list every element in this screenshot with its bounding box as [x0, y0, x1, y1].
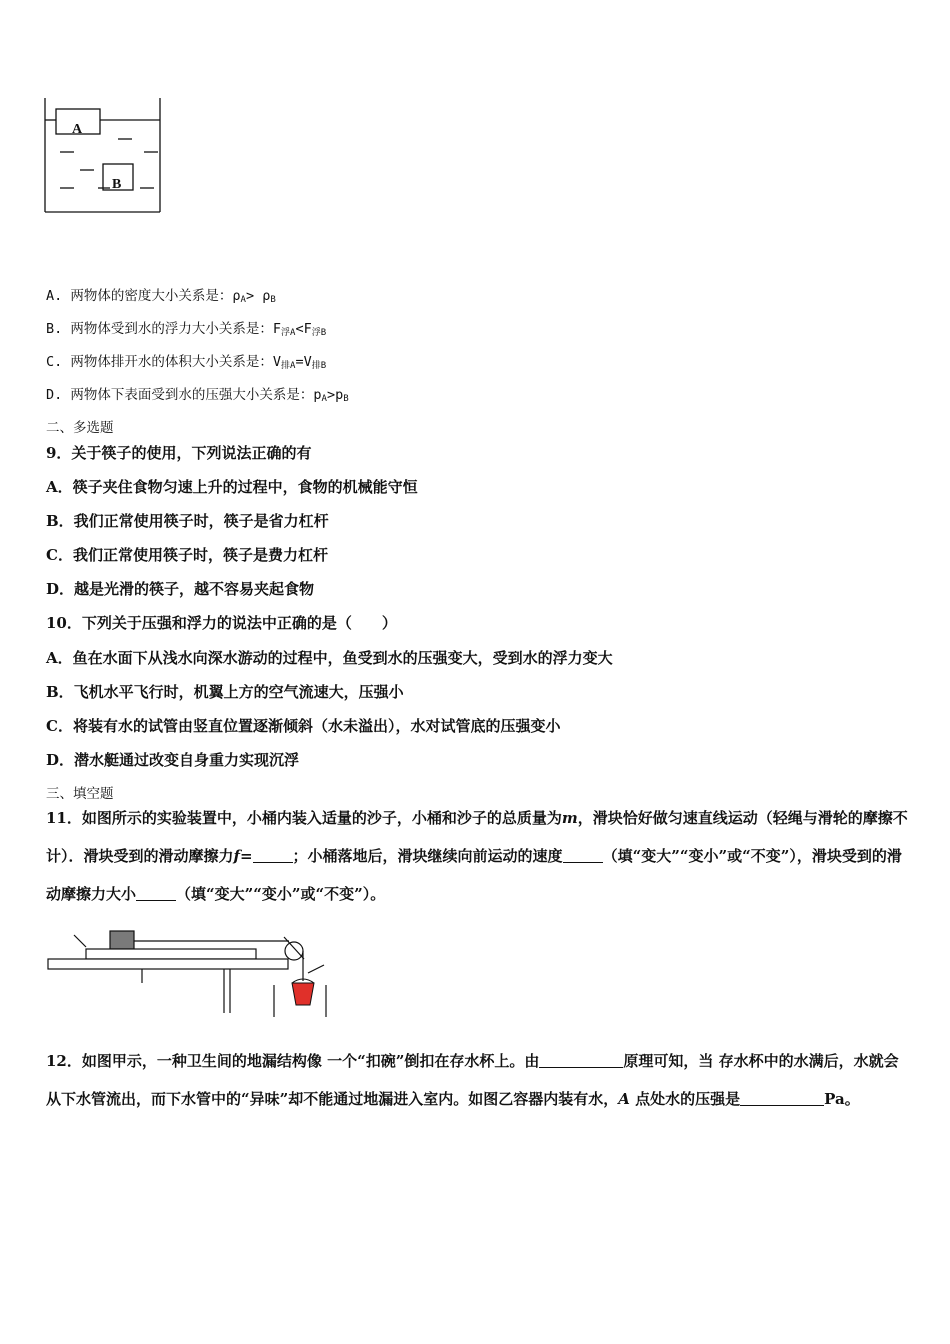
- q12-text: 12．如图甲示，一种卫生间的地漏结构像 一个“扣碗”倒扣在存水杯上。由 原理可知，当 存水杯中的水满后，水就会从下水管流出，而下水管中的“异味”却不能通过地漏进入室内。如图乙容器内装有水，A 点处水的压强是 Pa。: [46, 1052, 899, 1108]
- block-a-label: A: [72, 122, 83, 137]
- pulley-wheel: [285, 942, 303, 960]
- q9-option-a: A．筷子夹住食物匀速上升的过程中，食物的机械能守恒: [46, 478, 418, 496]
- q10-option-a: A．鱼在水面下从浅水向深水游动的过程中，鱼受到水的压强变大，受到水的浮力变大: [46, 649, 613, 667]
- q8-option-d: D. 两物体下表面受到水的压强大小关系是：$p_A>p_B$: [46, 387, 349, 404]
- q9-option-c: C．我们正常使用筷子时，筷子是费力杠杆: [46, 546, 328, 564]
- q12-blank-pressure[interactable]: [740, 1089, 824, 1106]
- block-b-label: B: [112, 177, 122, 192]
- container-figure: [40, 95, 170, 220]
- q11-blank-friction[interactable]: [253, 846, 293, 863]
- q8-option-a: A. 两物体的密度大小关系是：$\rho_A> \rho_B$: [46, 288, 276, 305]
- q11-text: 11．如图所示的实验装置中，小桶内装入适量的沙子，小桶和沙子的总质量为m，滑块恰好做匀速直线运动（轻绳与滑轮的摩擦不计）．滑块受到的滑动摩擦力f= ；小桶落地后，滑块继续向前运动的速度 （填“变大”“变小”或“不变”），滑块受到的滑动摩擦力大小 （填“变大”“变小”或“不变”）。: [46, 809, 908, 903]
- q9-stem: 9．关于筷子的使用，下列说法正确的有: [46, 444, 312, 462]
- board: [86, 949, 256, 959]
- pulley-apparatus-figure: [46, 925, 336, 1020]
- q11-blank-friction-change[interactable]: [136, 884, 176, 901]
- q8-option-c: C. 两物体排开水的体积大小关系是：$V_{排A}=V_{排B}$: [46, 354, 327, 371]
- q10-stem: 10．下列关于压强和浮力的说法中正确的是（ ）: [46, 614, 397, 632]
- q10-option-b: B．飞机水平飞行时，机翼上方的空气流速大，压强小: [46, 683, 404, 701]
- q9-option-d: D．越是光滑的筷子，越不容易夹起食物: [46, 580, 315, 598]
- left-stop: [74, 935, 86, 947]
- sand-bucket: [292, 983, 314, 1005]
- q12-blank-principle[interactable]: [539, 1051, 623, 1068]
- q9-option-b: B．我们正常使用筷子时，筷子是省力杠杆: [46, 512, 329, 530]
- q10-option-d: D．潜水艇通过改变自身重力实现沉浮: [46, 751, 300, 769]
- section-3-heading: 三、填空题: [46, 786, 114, 802]
- slider-block: [110, 931, 134, 949]
- q11-blank-speed[interactable]: [563, 846, 603, 863]
- q10-option-c: C．将装有水的试管由竖直位置逐渐倾斜（水未溢出），水对试管底的压强变小: [46, 717, 561, 735]
- section-2-heading: 二、多选题: [46, 420, 114, 436]
- q8-option-b: B. 两物体受到水的浮力大小关系是：$F_{浮A}<F_{浮B}$: [46, 321, 327, 338]
- table-top: [48, 959, 288, 969]
